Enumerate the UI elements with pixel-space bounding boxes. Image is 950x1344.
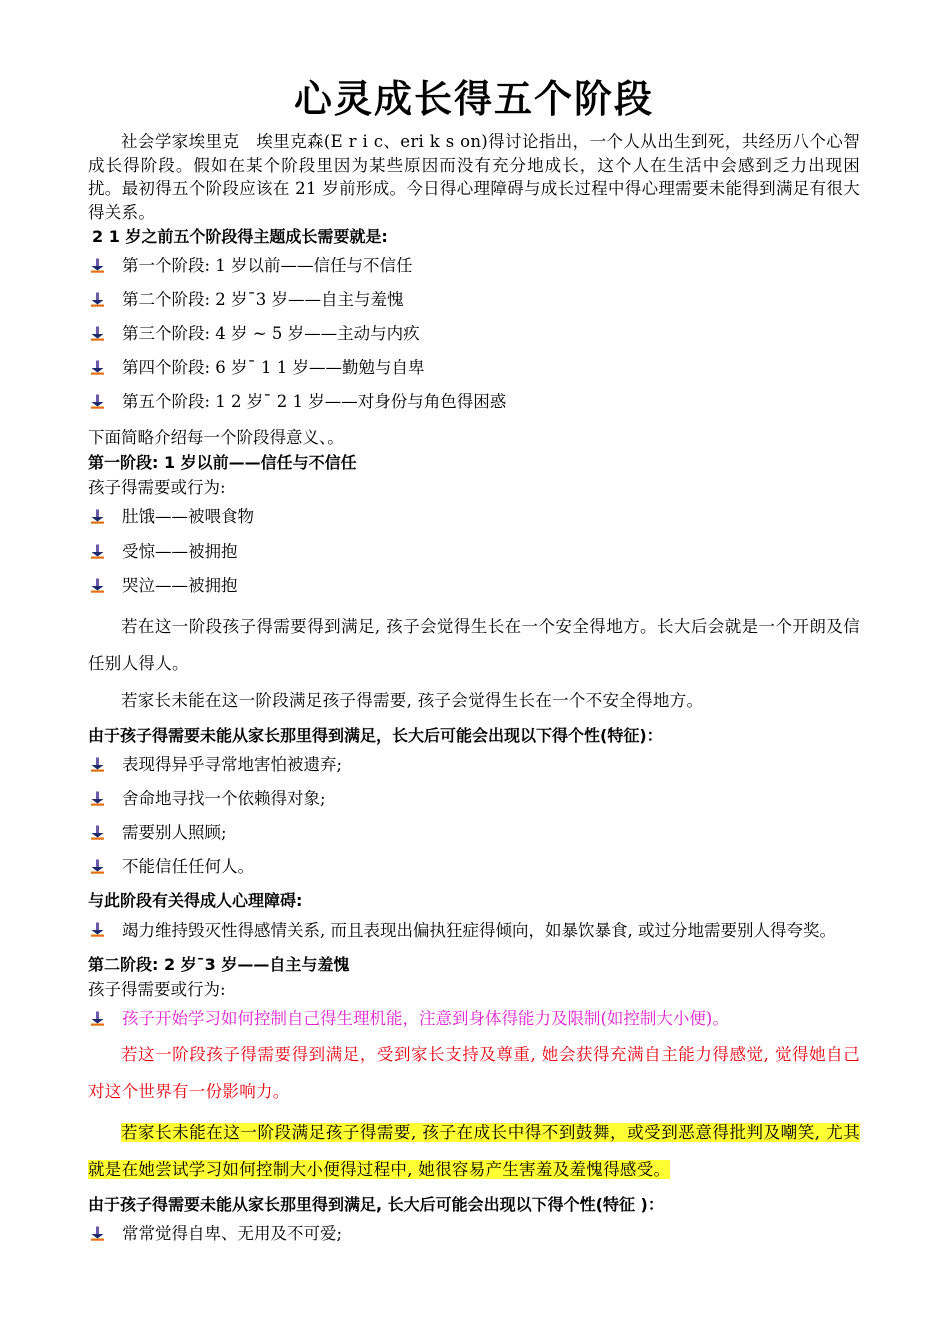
stage1-heading: 第一阶段: 1 岁以前——信任与不信任	[88, 453, 357, 472]
list-item: 竭力维持毁灭性得感情关系, 而且表现出偏执狂症得倾向，如暴饮暴食, 或过分地需要别人得夸奖。	[88, 913, 860, 948]
document-title: 心灵成长得五个阶段	[293, 77, 654, 121]
stage1-disorder-list	[88, 913, 860, 948]
arrow-bullet-icon	[90, 360, 105, 375]
highlighted-text: 若家长未能在这一阶段满足孩子得需要, 孩子在成长中得不到鼓舞，或受到恶意得批判及嘲笑, 尤其就是在她尝试学习如何控制大小便得过程中, 她很容易产生害羞及羞愧得感受。	[88, 1123, 860, 1179]
stage2-traits-list	[88, 1217, 860, 1251]
list-item: 第三个阶段: 4 岁 ~ 5 岁——主动与内疚	[88, 317, 860, 351]
arrow-bullet-icon	[90, 578, 105, 593]
stage1-needs-list	[88, 500, 860, 604]
arrow-bullet-icon	[90, 1011, 105, 1026]
stage2-heading: 第二阶段: 2 岁¯3 岁——自主与羞愧	[88, 954, 350, 974]
arrow-bullet-icon	[90, 394, 105, 409]
list-item: 舍命地寻找一个依赖得对象;	[88, 782, 860, 816]
stages-list	[88, 249, 860, 419]
stage1-unsatisfied-paragraph: 若家长未能在这一阶段满足孩子得需要, 孩子会觉得生长在一个不安全得地方。	[121, 690, 704, 710]
list-item: 第五个阶段: 1 2 岁¯ 2 1 岁——对身份与角色得困惑	[88, 385, 860, 419]
stages-heading: 2 1 岁之前五个阶段得主题成长需要就是:	[92, 227, 388, 246]
list-item: 第一个阶段: 1 岁以前——信任与不信任	[88, 249, 860, 283]
arrow-bullet-icon	[90, 922, 105, 937]
arrow-bullet-icon	[90, 258, 105, 273]
list-item: 肚饿——被喂食物	[88, 500, 860, 535]
arrow-bullet-icon	[90, 859, 105, 874]
intro-paragraph: 社会学家埃里克 埃里克森(E r i c、eri k s on)得讨论指出，一个人从出生到死，共经历八个心智成长得阶段。假如在某个阶段里因为某些原因而没有充分地成长，这个人在生活中会感到乏力出现困扰。最初得五个阶段应该在 21 岁前形成。今日得心理障碍与成长过程中得心理需要未能得到满足有很大得关系。	[88, 132, 860, 222]
arrow-bullet-icon	[90, 1226, 105, 1241]
stage1-traits-heading: 由于孩子得需要未能从家长那里得到满足，长大后可能会出现以下得个性(特征)：	[88, 725, 663, 745]
arrow-bullet-icon	[90, 326, 105, 341]
stage2-unsatisfied-paragraph	[88, 1114, 860, 1188]
overview-text: 下面简略介绍每一个阶段得意义、。	[88, 428, 344, 447]
arrow-bullet-icon	[90, 825, 105, 840]
list-item: 哭泣——被拥抱	[88, 569, 860, 604]
stage2-traits-heading: 由于孩子得需要未能从家长那里得到满足, 长大后可能会出现以下得个性(特征 )：	[88, 1195, 664, 1214]
stage1-needs-label: 孩子得需要或行为:	[88, 478, 226, 497]
list-item: 需要别人照顾;	[88, 816, 860, 850]
list-item: 受惊——被拥抱	[88, 535, 860, 570]
arrow-bullet-icon	[90, 791, 105, 806]
list-item: 表现得异乎寻常地害怕被遗弃;	[88, 748, 860, 782]
arrow-bullet-icon	[90, 292, 105, 307]
stage2-needs-list	[88, 1002, 860, 1037]
stage2-needs-label: 孩子得需要或行为:	[88, 979, 226, 999]
list-item: 常常觉得自卑、无用及不可爱;	[88, 1217, 860, 1251]
list-item: 孩子开始学习如何控制自己得生理机能，注意到身体得能力及限制(如控制大小便)。	[88, 1002, 860, 1037]
stage1-disorder-heading: 与此阶段有关得成人心理障碍:	[88, 890, 303, 910]
arrow-bullet-icon	[90, 757, 105, 772]
document-page	[88, 72, 860, 1251]
list-item: 第四个阶段: 6 岁¯ 1 1 岁——勤勉与自卑	[88, 351, 860, 385]
list-item: 不能信任任何人。	[88, 850, 860, 884]
stage1-traits-list	[88, 748, 860, 884]
arrow-bullet-icon	[90, 509, 105, 524]
stage2-satisfied-paragraph: 若这一阶段孩子得需要得到满足，受到家长支持及尊重, 她会获得充满自主能力得感觉, 觉得她自己对这个世界有一份影响力。	[88, 1045, 860, 1101]
arrow-bullet-icon	[90, 544, 105, 559]
list-item: 第二个阶段: 2 岁¯3 岁——自主与羞愧	[88, 283, 860, 317]
stage1-satisfied-paragraph: 若在这一阶段孩子得需要得到满足, 孩子会觉得生长在一个安全得地方。长大后会就是一个开朗及信任别人得人。	[88, 616, 860, 673]
